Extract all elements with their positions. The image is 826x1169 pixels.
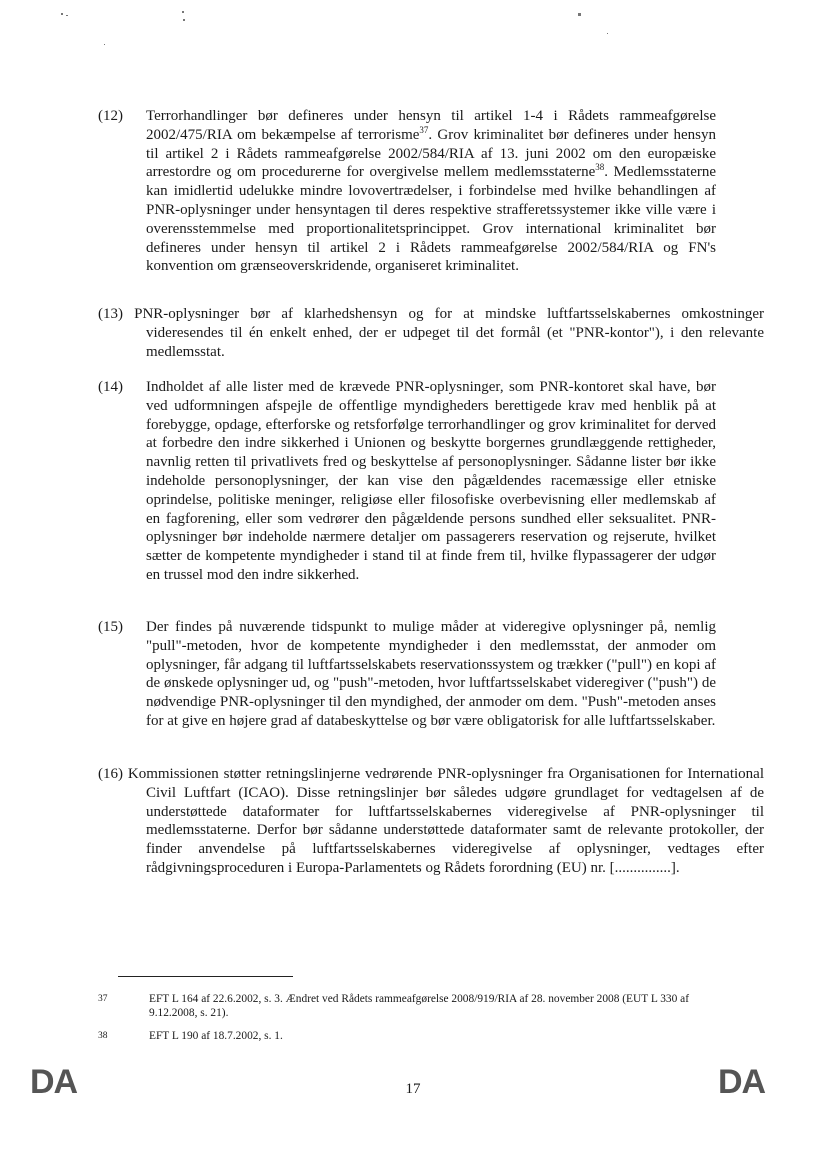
footnote-separator — [118, 976, 293, 977]
paragraph-text: Kommissionen støtter retningslinjerne vedrørende PNR-oplysninger fra Organisationen for International Civil Luftfart (ICAO). Disse retningslinjer bør således udgøre grundlaget for vedtagelsen af de understøttede dataformater for luftfartsselskabernes videregivelse af PNR-oplysninger til medlemsstaterne. Derfor bør sådanne understøttede dataformater samt de relevante protokoller, der finder anvendelse på luftfartsselskabernes videregivelse af oplysninger, vedtages efter rådgivningsproceduren i Europa-Parlamentets og Rådets forordning (EU) nr. [...............]. — [127, 766, 765, 876]
footnote-ref-38: 38 — [595, 162, 605, 173]
paragraph-text: Indholdet af alle lister med de krævede PNR-oplysninger, som PNR-kontoret skal have, bør ved udformningen afspejle de offentlige myndigheders berettigede krav med henblik på at forebygge, opdage, efterforske og retsforfølge terrorhandlinger og grov kriminalitet for derved at forbedre den indre sikkerhed i Unionen og beskytte borgernes grundlæggende rettigheder, navnlig retten til privatlivets fred og beskyttelse af personoplysninger. Sådanne lister bør ikke indeholde personoplysninger, der kan vise den pågældendes racemæssige eller etniske oprindelse, politiske meninger, religiøse eller filosofiske overbevisning eller medlemskab af en fagforening, eller som vedrører den pågældende persons sundhed eller seksualitet. PNR-oplysninger bør indeholde nærmere detaljer om passagerers reservation og rejserute, hvilket sætter de kompetente myndigheder i stand til at finde frem til, hvilke flypassagerer der udgør en trussel mod den indre sikkerhed. — [146, 379, 716, 583]
language-code-left: DA — [30, 1063, 78, 1101]
footnote-37 — [98, 992, 718, 1020]
page-number: 17 — [405, 1081, 421, 1097]
paragraph-14 — [98, 378, 716, 585]
footnote-38 — [98, 1029, 718, 1043]
paragraph-text: Terrorhandlinger bør defineres under hensyn til artikel 1-4 i Rådets rammeafgørelse 2002/475/RIA om bekæmpelse af terrorisme$^{37}$. Grov kriminalitet bør defineres under hensyn til artikel 2 i Rådets rammeafgørelse 2002/584/RIA af 13. juni 2002 om den europæiske arrestordre og om procedurerne for overgivelse mellem medlemsstaterne$^{38}$. Medlemsstaterne kan imidlertid udelukke mindre lovovertrædelser, i forbindelse med hvilke behandlingen af PNR-oplysninger under hensyntagen til deres respektive strafferetssystemer ikke ville være i overensstemmelse med proportionalitetsprincippet. Grov international kriminalitet bør defineres under hensyn til artikel 2 i Rådets rammeafgørelse 2002/584/RIA og FN's konvention om grænseoverskridende, organiseret kriminalitet. — [146, 108, 717, 275]
paragraph-number: (13) — [98, 306, 123, 322]
paragraph-16 — [98, 765, 764, 878]
footnote-ref-37: 37 — [419, 124, 429, 135]
paragraph-text: Der findes på nuværende tidspunkt to mulige måder at videregive oplysninger på, nemlig "pull"-metoden, hvor de kompetente myndigheder i den medlemsstat, der anmoder om oplysninger, får adgang til luftfartsselskabets reservationssystem og trækker ("pull") en kopi af de ønskede oplysninger ud, og "push"-metoden, hvor luftfartsselskabet videregiver ("push") de nødvendige PNR-oplysninger til den myndighed, der anmoder om dem. "Push"-metoden anses for at give en højere grad af databeskyttelse og bør være obligatorisk for alle luftfartsselskaber. — [146, 619, 716, 729]
paragraph-number: (14) — [98, 379, 123, 395]
paragraph-13 — [98, 305, 764, 361]
scan-specks — [0, 0, 826, 60]
footnote-number: 37 — [98, 994, 108, 1004]
footnote-text: EFT L 164 af 22.6.2002, s. 3. Ændret ved Rådets rammeafgørelse 2008/919/RIA af 28. november 2008 (EUT L 330 af 9.12.2008, s. 21). — [149, 993, 689, 1019]
footnote-number: 38 — [98, 1031, 108, 1041]
paragraph-12 — [98, 107, 716, 276]
paragraph-15 — [98, 618, 716, 731]
paragraph-text: PNR-oplysninger bør af klarhedshensyn og for at mindske luftfartsselskabernes omkostninger videresendes til én enkelt enhed, der er udpeget til det formål (et "PNR-kontor"), i den relevante medlemsstat. — [134, 306, 765, 360]
paragraph-number: (16) — [98, 766, 123, 782]
paragraph-number: (12) — [98, 108, 123, 124]
language-code-right: DA — [718, 1063, 766, 1101]
footnote-text: EFT L 190 af 18.7.2002, s. 1. — [149, 1030, 283, 1042]
paragraph-number: (15) — [98, 619, 123, 635]
